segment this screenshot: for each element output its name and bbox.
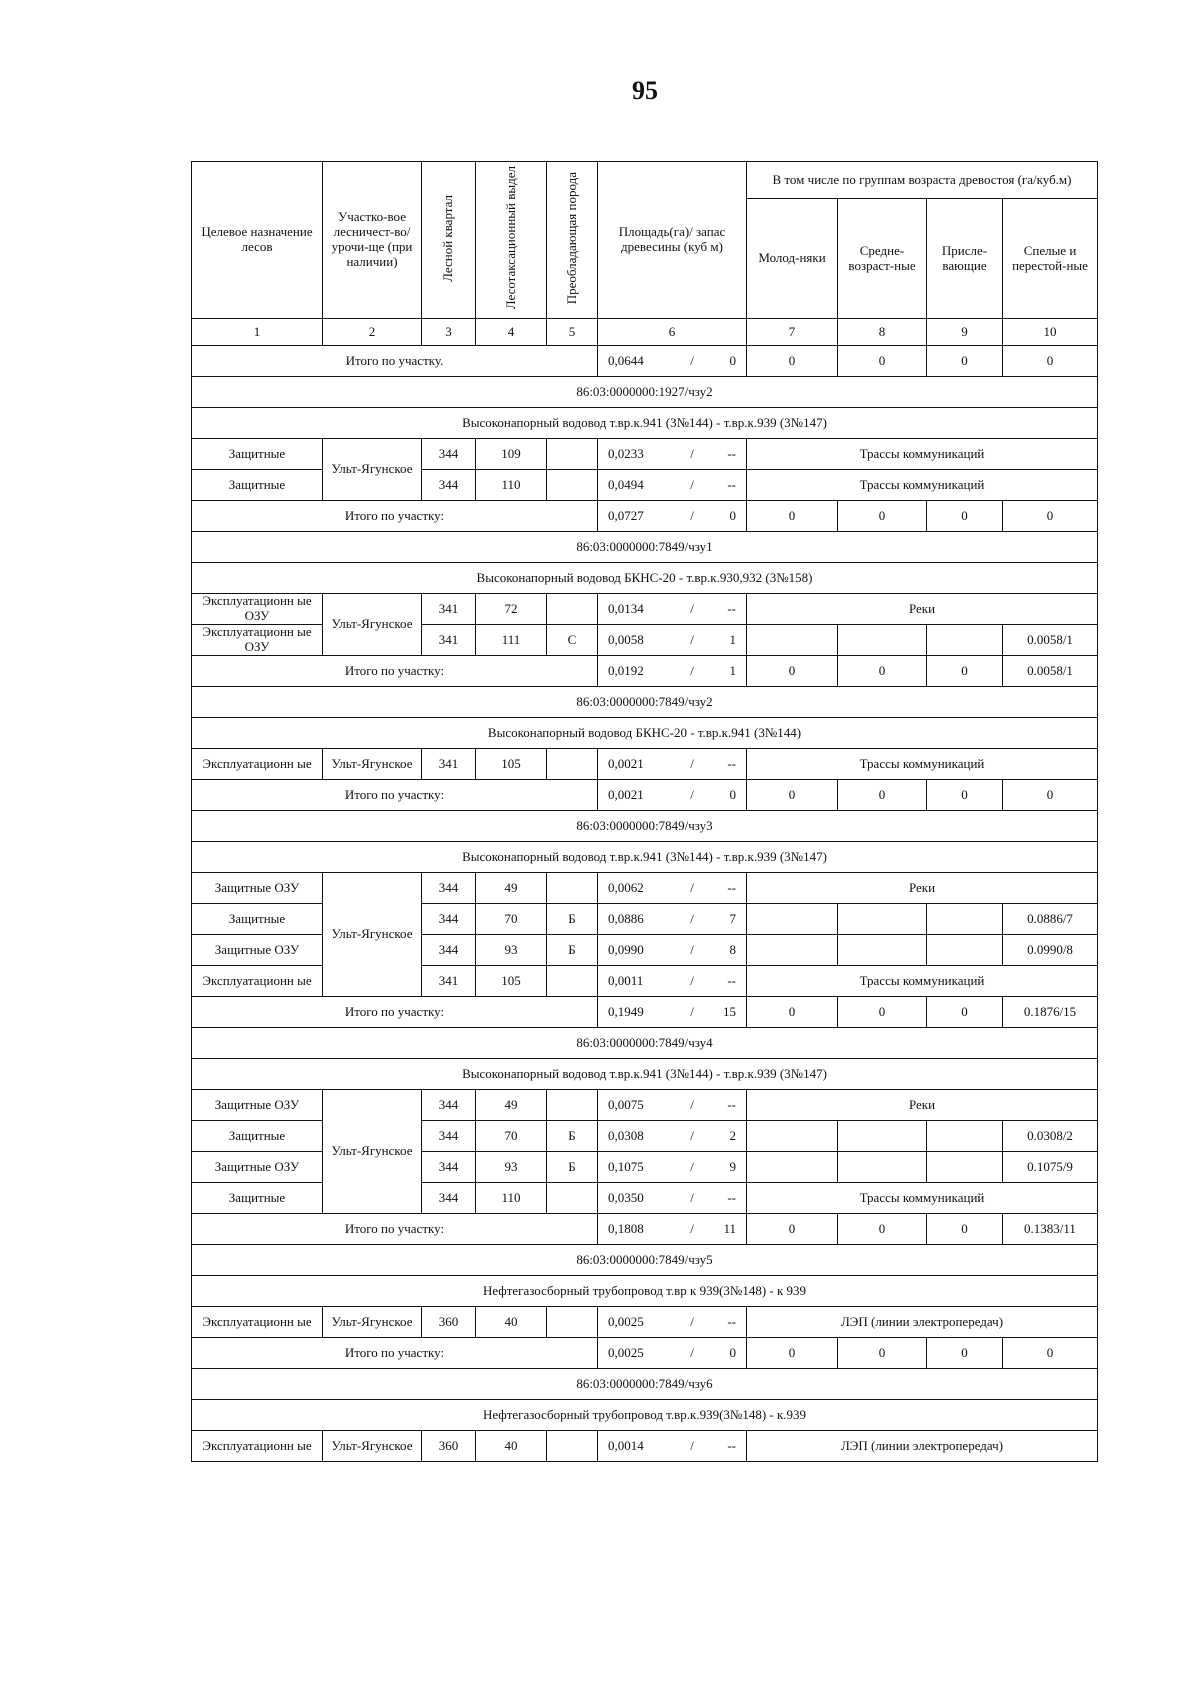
quarter-cell: 344 — [422, 439, 476, 470]
allotment-cell: 72 — [476, 594, 547, 625]
section-title-row — [192, 1059, 1098, 1090]
area-separator: / — [690, 476, 694, 492]
area-separator: / — [690, 1344, 694, 1360]
age-group-value: 0 — [1003, 501, 1098, 532]
age-group-value: 0 — [838, 656, 927, 687]
area-separator: / — [690, 1127, 694, 1143]
age-group-value: 0.0058/1 — [1003, 656, 1098, 687]
section-title: 86:03:0000000:7849/чзу3 — [192, 811, 1098, 842]
age-group-value — [747, 625, 838, 656]
quarter-cell: 341 — [422, 966, 476, 997]
area-volume-cell — [598, 1183, 747, 1214]
header-area: Площадь(га)/ запас древесины (куб м) — [598, 162, 747, 319]
species-cell — [547, 439, 598, 470]
total-row — [192, 346, 1098, 377]
species-cell: Б — [547, 904, 598, 935]
area-separator: / — [690, 941, 694, 957]
quarter-cell: 344 — [422, 935, 476, 966]
species-cell — [547, 966, 598, 997]
area-volume-cell — [598, 873, 747, 904]
age-group-value — [747, 904, 838, 935]
volume-value: -- — [727, 755, 736, 771]
total-label: Итого по участку. — [192, 346, 598, 377]
area-separator: / — [690, 662, 694, 678]
section-title-row — [192, 1400, 1098, 1431]
purpose-cell: Защитные ОЗУ — [192, 1090, 323, 1121]
purpose-cell: Защитные ОЗУ — [192, 935, 323, 966]
species-cell — [547, 1183, 598, 1214]
age-group-value — [927, 904, 1003, 935]
area-value: 0,0644 — [608, 352, 644, 368]
volume-value: 1 — [729, 662, 736, 678]
land-category-cell: Реки — [747, 594, 1098, 625]
land-category-cell: Трассы коммуникаций — [747, 439, 1098, 470]
allotment-cell: 110 — [476, 470, 547, 501]
age-group-value — [927, 625, 1003, 656]
data-row — [192, 1090, 1098, 1121]
column-number: 7 — [747, 319, 838, 346]
area-volume-cell — [598, 935, 747, 966]
area-volume-cell — [598, 749, 747, 780]
area-value: 0,1808 — [608, 1220, 644, 1236]
age-group-value: 0 — [927, 780, 1003, 811]
area-volume-cell — [598, 470, 747, 501]
area-separator: / — [690, 972, 694, 988]
quarter-cell: 341 — [422, 594, 476, 625]
age-group-value: 0 — [927, 1214, 1003, 1245]
section-title-row — [192, 842, 1098, 873]
purpose-cell: Эксплуатационн ые — [192, 1431, 323, 1462]
age-group-value — [927, 1121, 1003, 1152]
quarter-cell: 341 — [422, 625, 476, 656]
volume-value: 0 — [729, 786, 736, 802]
purpose-cell: Защитные — [192, 470, 323, 501]
volume-value: 7 — [729, 910, 736, 926]
header-allotment: Лесотаксационный выдел — [476, 162, 547, 319]
section-title: 86:03:0000000:7849/чзу6 — [192, 1369, 1098, 1400]
area-volume-cell — [598, 501, 747, 532]
volume-value: 9 — [729, 1158, 736, 1174]
age-group-value: 0.1383/11 — [1003, 1214, 1098, 1245]
volume-value: -- — [727, 445, 736, 461]
data-row — [192, 439, 1098, 470]
header-forestry: Участко-вое лесничест-во/урочи-ще (при наличии) — [323, 162, 422, 319]
volume-value: -- — [727, 476, 736, 492]
age-group-value: 0 — [927, 501, 1003, 532]
section-title-row — [192, 1245, 1098, 1276]
forestry-cell: Ульт-Ягунское — [323, 873, 422, 997]
purpose-cell: Защитные ОЗУ — [192, 873, 323, 904]
forestry-cell: Ульт-Ягунское — [323, 439, 422, 501]
species-cell: Б — [547, 935, 598, 966]
area-separator: / — [690, 879, 694, 895]
column-number: 2 — [323, 319, 422, 346]
age-group-value: 0 — [838, 780, 927, 811]
section-title-row — [192, 377, 1098, 408]
area-volume-cell — [598, 966, 747, 997]
age-group-value: 0 — [747, 1214, 838, 1245]
species-cell: Б — [547, 1152, 598, 1183]
area-separator: / — [690, 910, 694, 926]
area-value: 0,0886 — [608, 910, 644, 926]
area-separator: / — [690, 786, 694, 802]
age-group-value — [838, 935, 927, 966]
land-category-cell: Трассы коммуникаций — [747, 1183, 1098, 1214]
area-value: 0,0014 — [608, 1437, 644, 1453]
total-label: Итого по участку: — [192, 656, 598, 687]
age-group-value: 0.0886/7 — [1003, 904, 1098, 935]
age-group-value — [927, 935, 1003, 966]
age-group-value: 0 — [1003, 346, 1098, 377]
purpose-cell: Защитные — [192, 439, 323, 470]
section-title-row — [192, 408, 1098, 439]
area-separator: / — [690, 1437, 694, 1453]
volume-value: 15 — [723, 1003, 736, 1019]
data-row — [192, 1431, 1098, 1462]
forest-table — [191, 161, 1098, 1462]
total-label: Итого по участку: — [192, 1338, 598, 1369]
header-mature: Спелые и перестой-ные — [1003, 199, 1098, 319]
section-title-row — [192, 1276, 1098, 1307]
purpose-cell: Эксплуатационн ые — [192, 966, 323, 997]
area-value: 0,0058 — [608, 631, 644, 647]
total-label: Итого по участку: — [192, 501, 598, 532]
species-cell — [547, 1090, 598, 1121]
volume-value: -- — [727, 1437, 736, 1453]
purpose-cell: Эксплуатационн ые — [192, 1307, 323, 1338]
section-title-row — [192, 811, 1098, 842]
total-row — [192, 1338, 1098, 1369]
column-number-row — [192, 319, 1098, 346]
area-volume-cell — [598, 1307, 747, 1338]
area-volume-cell — [598, 625, 747, 656]
area-value: 0,0308 — [608, 1127, 644, 1143]
age-group-value: 0 — [927, 997, 1003, 1028]
area-volume-cell — [598, 997, 747, 1028]
total-row — [192, 997, 1098, 1028]
quarter-cell: 344 — [422, 1183, 476, 1214]
area-value: 0,0021 — [608, 786, 644, 802]
age-group-value — [838, 625, 927, 656]
area-volume-cell — [598, 904, 747, 935]
area-separator: / — [690, 1313, 694, 1329]
allotment-cell: 109 — [476, 439, 547, 470]
species-cell — [547, 1307, 598, 1338]
area-volume-cell — [598, 346, 747, 377]
area-separator: / — [690, 600, 694, 616]
section-title: Нефтегазосборный трубопровод т.вр.к.939(3№148) - к.939 — [192, 1400, 1098, 1431]
total-label: Итого по участку: — [192, 997, 598, 1028]
quarter-cell: 341 — [422, 749, 476, 780]
column-number: 1 — [192, 319, 323, 346]
area-volume-cell — [598, 656, 747, 687]
age-group-value: 0 — [747, 780, 838, 811]
age-group-value: 0 — [747, 501, 838, 532]
volume-value: 0 — [729, 352, 736, 368]
purpose-cell: Защитные — [192, 1183, 323, 1214]
section-title: Высоконапорный водовод т.вр.к.941 (3№144) - т.вр.к.939 (3№147) — [192, 408, 1098, 439]
area-value: 0,0075 — [608, 1096, 644, 1112]
header-maturing: Присле-вающие — [927, 199, 1003, 319]
section-title: 86:03:0000000:7849/чзу1 — [192, 532, 1098, 563]
area-separator: / — [690, 631, 694, 647]
age-group-value — [838, 1152, 927, 1183]
volume-value: -- — [727, 972, 736, 988]
quarter-cell: 344 — [422, 873, 476, 904]
page-number: 95 — [632, 76, 658, 105]
total-row — [192, 780, 1098, 811]
area-value: 0,0011 — [608, 972, 644, 988]
section-title: 86:03:0000000:1927/чзу2 — [192, 377, 1098, 408]
total-label: Итого по участку: — [192, 780, 598, 811]
land-category-cell: Реки — [747, 873, 1098, 904]
age-group-value: 0 — [838, 997, 927, 1028]
section-title: 86:03:0000000:7849/чзу2 — [192, 687, 1098, 718]
age-group-value: 0 — [747, 1338, 838, 1369]
species-cell — [547, 873, 598, 904]
section-title-row — [192, 532, 1098, 563]
section-title: Высоконапорный водовод БКНС-20 - т.вр.к.930,932 (3№158) — [192, 563, 1098, 594]
age-group-value — [747, 1152, 838, 1183]
total-label: Итого по участку: — [192, 1214, 598, 1245]
quarter-cell: 344 — [422, 1152, 476, 1183]
purpose-cell: Защитные — [192, 904, 323, 935]
species-cell — [547, 594, 598, 625]
area-volume-cell — [598, 594, 747, 625]
volume-value: -- — [727, 1313, 736, 1329]
species-cell — [547, 1431, 598, 1462]
section-title: 86:03:0000000:7849/чзу4 — [192, 1028, 1098, 1059]
purpose-cell: Эксплуатационн ые ОЗУ — [192, 594, 323, 625]
purpose-cell: Эксплуатационн ые ОЗУ — [192, 625, 323, 656]
age-group-value: 0 — [838, 346, 927, 377]
area-value: 0,0494 — [608, 476, 644, 492]
area-value: 0,0727 — [608, 507, 644, 523]
table-body — [192, 346, 1098, 1462]
age-group-value — [838, 904, 927, 935]
land-category-cell: Трассы коммуникаций — [747, 966, 1098, 997]
allotment-cell: 49 — [476, 873, 547, 904]
quarter-cell: 344 — [422, 1121, 476, 1152]
header-age-group: В том числе по группам возраста древостоя (га/куб.м) — [747, 162, 1098, 199]
data-row — [192, 873, 1098, 904]
area-separator: / — [690, 1096, 694, 1112]
area-value: 0,0021 — [608, 755, 644, 771]
allotment-cell: 40 — [476, 1431, 547, 1462]
purpose-cell: Защитные ОЗУ — [192, 1152, 323, 1183]
volume-value: -- — [727, 879, 736, 895]
header-middle-aged: Средне-возраст-ные — [838, 199, 927, 319]
allotment-cell: 40 — [476, 1307, 547, 1338]
age-group-value: 0.1075/9 — [1003, 1152, 1098, 1183]
area-volume-cell — [598, 780, 747, 811]
age-group-value: 0.0058/1 — [1003, 625, 1098, 656]
species-cell — [547, 470, 598, 501]
area-separator: / — [690, 1189, 694, 1205]
area-volume-cell — [598, 1152, 747, 1183]
quarter-cell: 344 — [422, 904, 476, 935]
age-group-value: 0 — [838, 1338, 927, 1369]
data-row — [192, 1307, 1098, 1338]
data-row — [192, 594, 1098, 625]
age-group-value: 0 — [838, 1214, 927, 1245]
section-title-row — [192, 718, 1098, 749]
column-number: 8 — [838, 319, 927, 346]
column-number: 6 — [598, 319, 747, 346]
age-group-value: 0 — [927, 346, 1003, 377]
section-title: 86:03:0000000:7849/чзу5 — [192, 1245, 1098, 1276]
column-number: 3 — [422, 319, 476, 346]
volume-value: -- — [727, 1096, 736, 1112]
allotment-cell: 93 — [476, 1152, 547, 1183]
section-title-row — [192, 1028, 1098, 1059]
area-volume-cell — [598, 1338, 747, 1369]
area-value: 0,0134 — [608, 600, 644, 616]
age-group-value: 0 — [747, 656, 838, 687]
column-number: 4 — [476, 319, 547, 346]
area-separator: / — [690, 445, 694, 461]
forestry-cell: Ульт-Ягунское — [323, 1307, 422, 1338]
data-row — [192, 749, 1098, 780]
area-separator: / — [690, 755, 694, 771]
section-title: Нефтегазосборный трубопровод т.вр к 939(3№148) - к 939 — [192, 1276, 1098, 1307]
section-title: Высоконапорный водовод БКНС-20 - т.вр.к.941 (3№144) — [192, 718, 1098, 749]
age-group-value: 0 — [747, 997, 838, 1028]
volume-value: 1 — [729, 631, 736, 647]
area-value: 0,0025 — [608, 1344, 644, 1360]
area-separator: / — [690, 507, 694, 523]
area-separator: / — [690, 1220, 694, 1236]
age-group-value: 0.0990/8 — [1003, 935, 1098, 966]
allotment-cell: 70 — [476, 904, 547, 935]
quarter-cell: 344 — [422, 1090, 476, 1121]
header-young: Молод-няки — [747, 199, 838, 319]
forestry-cell: Ульт-Ягунское — [323, 1431, 422, 1462]
section-title-row — [192, 563, 1098, 594]
age-group-value: 0.1876/15 — [1003, 997, 1098, 1028]
area-value: 0,0233 — [608, 445, 644, 461]
volume-value: -- — [727, 600, 736, 616]
section-title: Высоконапорный водовод т.вр.к.941 (3№144) - т.вр.к.939 (3№147) — [192, 1059, 1098, 1090]
species-cell: С — [547, 625, 598, 656]
allotment-cell: 111 — [476, 625, 547, 656]
species-cell: Б — [547, 1121, 598, 1152]
purpose-cell: Защитные — [192, 1121, 323, 1152]
allotment-cell: 105 — [476, 749, 547, 780]
age-group-value — [838, 1121, 927, 1152]
age-group-value — [747, 1121, 838, 1152]
area-volume-cell — [598, 1121, 747, 1152]
land-category-cell: Трассы коммуникаций — [747, 470, 1098, 501]
area-value: 0,1075 — [608, 1158, 644, 1174]
total-row — [192, 1214, 1098, 1245]
allotment-cell: 105 — [476, 966, 547, 997]
area-value: 0,0192 — [608, 662, 644, 678]
area-separator: / — [690, 1158, 694, 1174]
total-row — [192, 501, 1098, 532]
area-value: 0,1949 — [608, 1003, 644, 1019]
forestry-cell: Ульт-Ягунское — [323, 749, 422, 780]
age-group-value: 0 — [927, 1338, 1003, 1369]
age-group-value: 0.0308/2 — [1003, 1121, 1098, 1152]
age-group-value: 0 — [927, 656, 1003, 687]
age-group-value — [927, 1152, 1003, 1183]
area-volume-cell — [598, 1431, 747, 1462]
quarter-cell: 360 — [422, 1307, 476, 1338]
allotment-cell: 49 — [476, 1090, 547, 1121]
allotment-cell: 93 — [476, 935, 547, 966]
column-number: 10 — [1003, 319, 1098, 346]
area-separator: / — [690, 352, 694, 368]
land-category-cell: Реки — [747, 1090, 1098, 1121]
section-title: Высоконапорный водовод т.вр.к.941 (3№144) - т.вр.к.939 (3№147) — [192, 842, 1098, 873]
volume-value: 8 — [729, 941, 736, 957]
section-title-row — [192, 687, 1098, 718]
age-group-value: 0 — [1003, 780, 1098, 811]
total-row — [192, 656, 1098, 687]
volume-value: 0 — [729, 1344, 736, 1360]
header-species: Преобладающая порода — [547, 162, 598, 319]
column-number: 5 — [547, 319, 598, 346]
forestry-cell: Ульт-Ягунское — [323, 594, 422, 656]
area-separator: / — [690, 1003, 694, 1019]
section-title-row — [192, 1369, 1098, 1400]
header-quarter: Лесной квартал — [422, 162, 476, 319]
header-purpose: Целевое назначение лесов — [192, 162, 323, 319]
quarter-cell: 344 — [422, 470, 476, 501]
land-category-cell: Трассы коммуникаций — [747, 749, 1098, 780]
purpose-cell: Эксплуатационн ые — [192, 749, 323, 780]
age-group-value — [747, 935, 838, 966]
quarter-cell: 360 — [422, 1431, 476, 1462]
age-group-value: 0 — [838, 501, 927, 532]
area-value: 0,0025 — [608, 1313, 644, 1329]
allotment-cell: 70 — [476, 1121, 547, 1152]
species-cell — [547, 749, 598, 780]
area-value: 0,0350 — [608, 1189, 644, 1205]
land-category-cell: ЛЭП (линии электропередач) — [747, 1431, 1098, 1462]
allotment-cell: 110 — [476, 1183, 547, 1214]
area-volume-cell — [598, 1214, 747, 1245]
volume-value: -- — [727, 1189, 736, 1205]
volume-value: 11 — [723, 1220, 736, 1236]
column-number: 9 — [927, 319, 1003, 346]
age-group-value: 0 — [747, 346, 838, 377]
area-volume-cell — [598, 1090, 747, 1121]
forestry-cell: Ульт-Ягунское — [323, 1090, 422, 1214]
area-value: 0,0990 — [608, 941, 644, 957]
area-volume-cell — [598, 439, 747, 470]
land-category-cell: ЛЭП (линии электропередач) — [747, 1307, 1098, 1338]
volume-value: 2 — [729, 1127, 736, 1143]
area-value: 0,0062 — [608, 879, 644, 895]
age-group-value: 0 — [1003, 1338, 1098, 1369]
volume-value: 0 — [729, 507, 736, 523]
